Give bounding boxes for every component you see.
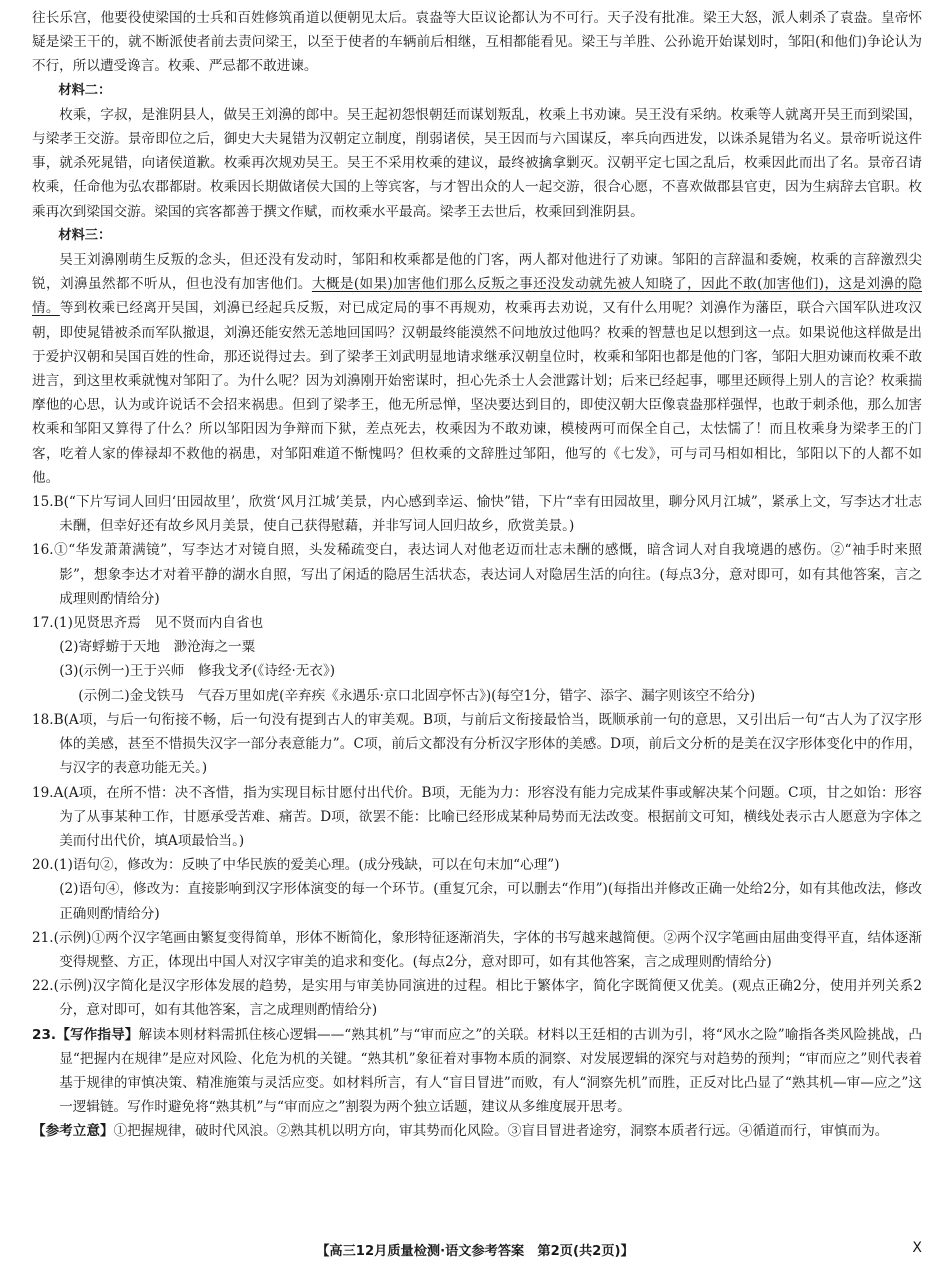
material-three-text [32, 248, 922, 490]
answer-19: 19.A(A项，在所不惜：决不吝惜，指为实现目标甘愿付出代价。B项，无能为力：形容没有能力完成某件事或解决某个问题。C项，甘之如饴：形容为了从事某种工作，甘愿承受苦难、痛苦。D项，欲罢不能：比喻已经形成某种局势而无法改变。根据前文可知，横线处表示古人愿意为字体之美而付出代价，填A项最恰当。) [32, 784, 922, 849]
reference-ideas-label: 【参考立意】 [32, 1123, 114, 1140]
answer-17-3: (3)(示例一)王于兴师 修我戈矛(《诗经·无衣》) [59, 663, 336, 680]
answer-15: 15.B(“下片写词人回归‘田园故里’，欣赏‘风月江城’美景，内心感到幸运、愉快”错，下片“幸有田园故里，聊分风月江城”，紧承上文，写李达才壮志未酬，但幸好还有故乡风月美景，使自己获得慰藉，并非写词人回归故乡，欣赏美景。) [32, 494, 922, 535]
page-footer: 【高三12月质量检测·语文参考答案 第2页(共2页)】 [316, 1244, 634, 1259]
reference-ideas [32, 1119, 922, 1143]
material-three-heading: 材料三： [58, 227, 112, 243]
answer-17-4: (示例二)金戈铁马 气吞万里如虎(辛弃疾《永遇乐·京口北固亭怀古》)(每空1分，错字、添字、漏字则该空不给分) [78, 687, 756, 704]
answer-17-2: (2)寄蜉蝣于天地 渺沧海之一粟 [59, 639, 256, 656]
material-two-heading: 材料二： [58, 82, 112, 98]
material-three-part-a: 吴王刘濞刚萌生反叛的念头，但还没有发动时，邹阳和枚乘都是他的门客，两人都对他进行了劝谏。邹阳的言辞温和委婉，枚乘的言辞激烈尖锐，刘濞虽然都不听从，但也没有加害他们。 [32, 252, 922, 293]
material-one-tail: 往长乐宫，他要役使梁国的士兵和百姓修筑甬道以便朝见太后。袁盎等大臣议论都认为不可行。天子没有批准。梁王大怒，派人刺杀了袁盎。皇帝怀疑是梁王干的，就不断派使者前去责问梁王，以至于使者的车辆前后相继，互相都能看见。梁王与羊胜、公孙诡开始谋划时，邹阳(和他们)争论认为不行，所以遭受谗言。枚乘、严忌都不敢进谏。 [32, 10, 922, 75]
writing-guide-label: 23.【写作指导】 [32, 1026, 139, 1043]
underlined-sentence: 大概是(如果)加害他们那么反叛之事还没发动就先被人知晓了，因此不敢(加害他们)，这是刘濞的隐情。 [32, 276, 923, 317]
material-three-part-b: 等到枚乘已经离开吴国，刘濞已经起兵反叛，对已成定局的事不再规劝，枚乘再去劝说，又有什么用呢？刘濞作为藩臣，联合六国军队进攻汉朝，即使晁错被杀而军队撤退，刘濞还能安然无恙地回国吗？汉朝最终能漠然不问地放过他吗？枚乘的智慧也足以想到这一点。如果说他这样做是出于爱护汉朝和吴国百姓的性命，那还说得过去。到了梁孝王刘武明显地请求继承汉朝皇位时，枚乘和邹阳也都是他的门客，邹阳大胆劝谏而枚乘不敢进言，到这里枚乘就愧对邹阳了。为什么呢？因为刘濞刚开始密谋时，担心先杀士人会泄露计划；后来已经起事，哪里还顾得上别人的言论？枚乘揣摩他的心思，认为或许说话不会招来祸患。但到了梁孝王，他无所忌惮，坚决要达到目的，即使汉朝大臣像袁盎那样强悍，也敢于刺杀他，那么加害枚乘和邹阳又算得了什么？所以邹阳因为争辩而下狱，差点死去，枚乘因为不敢劝谏，模棱两可而保全自己，太怯懦了！而且枚乘身为梁孝王的门客，吃着人家的俸禄却不救他的祸患，对邹阳难道不惭愧吗？但枚乘的文辞胜过邹阳，他写的《七发》，可与司马相如相比，邹阳以下的人都不如他。 [32, 300, 923, 486]
answer-page [32, 6, 922, 1144]
material-two-text: 枚乘，字叔，是淮阴县人，做吴王刘濞的郎中。吴王起初怨恨朝廷而谋划叛乱，枚乘上书劝谏。吴王没有采纳。枚乘等人就离开吴王而到梁国，与梁孝王交游。景帝即位之后，御史大夫晁错为汉朝定立制度，削弱诸侯，吴王因而与六国谋反，率兵向西进发，以诛杀晁错为名义。景帝听说这件事，就杀死晁错，向诸侯道歉。枚乘再次规劝吴王。吴王不采用枚乘的建议，最终被擒拿剿灭。汉朝平定七国之乱后，枚乘因此而出了名。景帝召请枚乘，任命他为弘农郡都尉。枚乘因长期做诸侯大国的上等宾客，与才智出众的人一起交游，很合心愿，不喜欢做郡县官吏，因为生病辞去官职。枚乘再次到梁国交游。梁国的宾客都善于撰文作赋，而枚乘水平最高。梁孝王去世后，枚乘回到淮阴县。 [32, 106, 922, 220]
answer-20-2: (2)语句④，修改为：直接影响到汉字形体演变的每一个环节。(重复冗余，可以删去“作用”)(每指出并修改正确一处给2分，如有其他改法，修改正确则酌情给分) [59, 881, 922, 922]
answer-21: 21.(示例)①两个汉字笔画由繁复变得简单，形体不断简化，象形特征逐渐消失，字体的书写越来越简便。②两个汉字笔画由屈曲变得平直，结体逐渐变得规整、方正，体现出中国人对汉字审美的追求和变化。(每点2分，意对即可，如有其他答案，言之成理则酌情给分) [32, 929, 922, 970]
answer-20-1: 20.(1)语句②，修改为：反映了中华民族的爱美心理。(成分残缺，可以在句末加“心理”) [32, 857, 560, 874]
corner-mark: X [912, 1240, 922, 1256]
reference-ideas-text: ①把握规律，破时代风浪。②熟其机以明方向，审其势而化风险。③盲目冒进者途穷，洞察本质者行远。④循道而行，审慎而为。 [113, 1123, 889, 1140]
answer-22: 22.(示例)汉字简化是汉字形体发展的趋势，是实用与审美协同演进的过程。相比于繁体字，简化字既简便又优美。(观点正确2分，使用并列关系2分，意对即可，如有其他答案，言之成理则酌情给分) [32, 978, 922, 1019]
answer-17-1: 17.(1)见贤思齐焉 见不贤而内自省也 [32, 615, 264, 632]
answer-23 [32, 1023, 922, 1120]
writing-guide-text: 解读本则材料需抓住核心逻辑——“熟其机”与“审而应之”的关联。材料以王廷相的古训为引，将“风水之险”喻指各类风险挑战，凸显“把握内在规律”是应对风险、化危为机的关键。“熟其机”象征着对事物本质的洞察、对发展逻辑的深究与对趋势的预判；“审而应之”则代表着基于规律的审慎决策、精准施策与灵活应变。如材料所言，有人“盲目冒进”而败，有人“洞察先机”而胜，正反对比凸显了“熟其机—审—应之”这一逻辑链。写作时避免将“熟其机”与“审而应之”割裂为两个独立话题，建议从多维度展开思考。 [59, 1026, 922, 1116]
answer-18: 18.B(A项，与后一句衔接不畅，后一句没有提到古人的审美观。B项，与前后文衔接最恰当，既顺承前一句的意思，又引出后一句“古人为了汉字形体的美感，甚至不惜损失汉字一部分表意能力”。C项，前后文都没有分析汉字形体的美感。D项，前后文分析的是美在汉字形体变化中的作用，与汉字的表意功能无关。) [32, 711, 922, 777]
answer-16: 16.①“华发萧萧满镜”，写李达才对镜自照，头发稀疏变白，表达词人对他老迈而壮志未酬的感慨，暗含词人对自我境遇的感伤。②“袖手时来照影”，想象李达才对着平静的湖水自照，写出了闲适的隐居生活状态，表达词人对隐居生活的向往。(每点3分，意对即可，如有其他答案，言之成理则酌情给分) [32, 542, 922, 607]
